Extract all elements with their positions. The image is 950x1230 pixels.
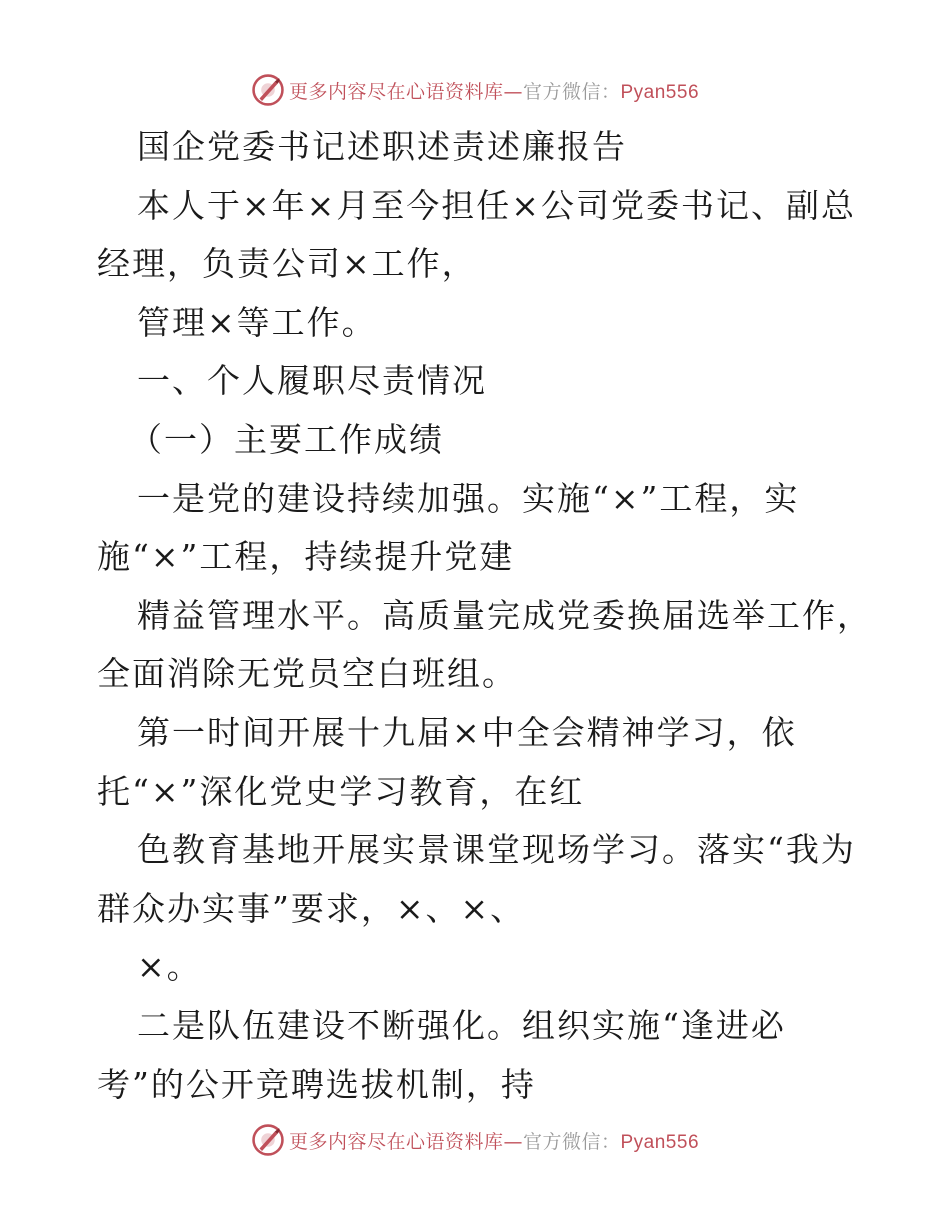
paragraph-line: 施“×”工程，持续提升党建 (97, 537, 515, 577)
banner-dash: — (503, 1130, 523, 1153)
paragraph-line: 色教育基地开展实景课堂现场学习。落实“我为 (137, 830, 856, 870)
banner-wechat-label: 官方微信： (522, 80, 621, 103)
paragraph-line: 精益管理水平。高质量完成党委换届选举工作， (137, 595, 872, 635)
section-heading: 一、个人履职尽责情况 (137, 361, 487, 401)
banner-site-name: 更多内容尽在心语资料库 (288, 1130, 504, 1153)
paragraph-line: 全面消除无党员空白班组。 (97, 654, 517, 694)
logo-icon (251, 1123, 285, 1157)
logo-icon (251, 73, 285, 107)
banner-wechat-label: 官方微信： (522, 1130, 621, 1153)
banner-site-name: 更多内容尽在心语资料库 (288, 80, 504, 103)
paragraph-line: 二是队伍建设不断强化。组织实施“逢进必 (137, 1005, 786, 1045)
footer-banner (0, 1120, 950, 1160)
banner-wechat-id: Pyan556 (620, 81, 700, 103)
subsection-heading: （一）主要工作成绩 (129, 419, 444, 459)
paragraph-line: 一是党的建设持续加强。实施“×”工程，实 (137, 478, 800, 518)
paragraph-line: 群众办实事”要求，×、×、 (97, 888, 526, 928)
paragraph-line: 本人于×年×月至今担任×公司党委书记、副总 (137, 185, 856, 225)
header-banner (0, 70, 950, 110)
paragraph-line: 管理×等工作。 (137, 302, 377, 342)
banner-dash: — (503, 80, 523, 103)
paragraph-line: 考”的公开竞聘选拔机制，持 (97, 1064, 536, 1104)
paragraph-line: 第一时间开展十九届×中全会精神学习，依 (137, 712, 797, 752)
paragraph-line: 经理，负责公司×工作， (97, 244, 477, 284)
document-body (97, 118, 872, 1114)
banner-wechat-id: Pyan556 (620, 1131, 700, 1153)
paragraph-line: 托“×”深化党史学习教育，在红 (97, 771, 585, 811)
paragraph-line: ×。 (137, 947, 202, 987)
document-title: 国企党委书记述职述责述廉报告 (137, 127, 627, 166)
